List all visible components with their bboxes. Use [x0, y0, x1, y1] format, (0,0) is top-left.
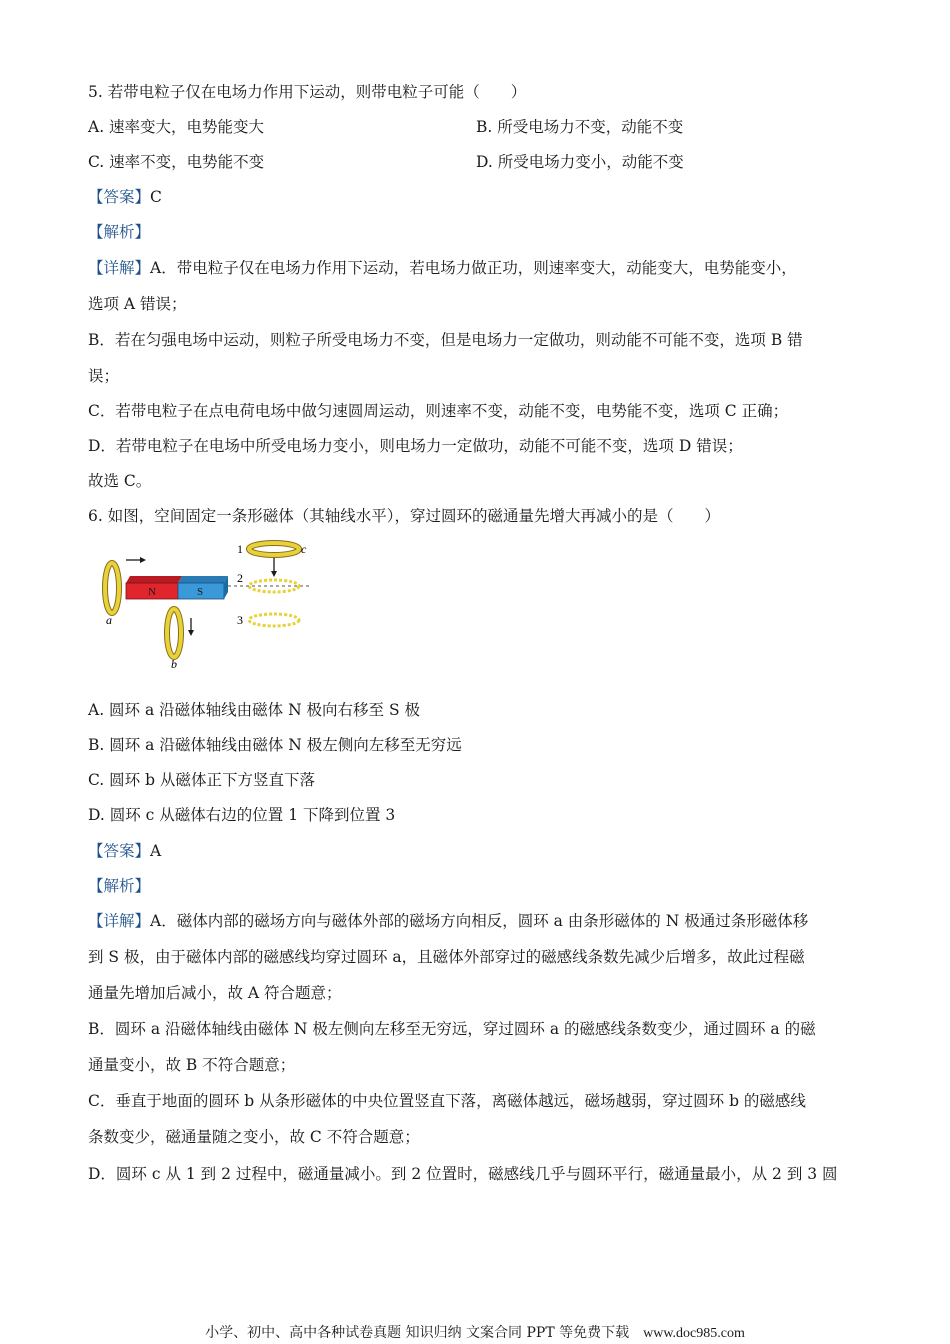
- label-a: a: [106, 613, 112, 627]
- q5-conclusion: 故选 C。: [88, 472, 152, 490]
- q5-stem: 5. 若带电粒子仅在电场力作用下运动，则带电粒子可能（ ）: [88, 83, 527, 101]
- ring-b-arrowhead: [188, 630, 194, 636]
- ring-c-arrowhead: [271, 571, 277, 577]
- q5-answer-tag: 【答案】: [88, 188, 151, 206]
- q6-detail-line: 通量变小，故 B 不符合题意；: [88, 1056, 296, 1074]
- q5-option-d: D. 所受电场力变小，动能不变: [476, 153, 684, 171]
- pos-3-label: 3: [237, 613, 243, 627]
- q5-detail-tag: 【详解】: [88, 259, 151, 277]
- footer-url[interactable]: www.doc985.com: [643, 1326, 745, 1341]
- q6-answer-value: A: [150, 842, 162, 860]
- label-c: c: [301, 542, 307, 556]
- q5-answer-value: C: [150, 188, 162, 206]
- pos-2-label: 2: [237, 571, 243, 585]
- pos-1-label: 1: [237, 542, 243, 556]
- q6-detail-line: C．垂直于地面的圆环 b 从条形磁体的中央位置竖直下落，离磁体越远，磁场越弱，穿过圆环 b 的磁感线: [88, 1092, 806, 1110]
- q5-detail-line: 误；: [88, 367, 120, 385]
- ring-c-pos3: [249, 614, 299, 626]
- ring-c-pos2: [249, 580, 299, 592]
- q6-detail-line: 条数变少，磁通量随之变小，故 C 不符合题意；: [88, 1128, 420, 1146]
- q6-detail-line: B．圆环 a 沿磁体轴线由磁体 N 极左侧向左移至无穷远，穿过圆环 a 的磁感线条数变少，通过圆环 a 的磁: [88, 1020, 816, 1038]
- q6-detail-line: 通量先增加后减小，故 A 符合题意；: [88, 984, 342, 1002]
- q5-detail-line: B．若在匀强电场中运动，则粒子所受电场力不变，但是电场力一定做功，则动能不可能不变，选项 B 错: [88, 331, 803, 349]
- q6-detail-tag: 【详解】: [88, 912, 151, 930]
- q5-detail-text: A．带电粒子仅在电场力作用下运动，若电场力做正功，则速率变大，动能变大，电势能变小，: [150, 259, 797, 277]
- page-footer: [0, 1322, 950, 1342]
- label-b: b: [171, 657, 177, 671]
- q6-detail-line: [88, 911, 808, 931]
- q6-option-b: B. 圆环 a 沿磁体轴线由磁体 N 极左侧向左移至无穷远: [88, 736, 462, 754]
- q5-detail-line: D．若带电粒子在电场中所受电场力变小，则电场力一定做功，动能不可能不变，选项 D 错误；: [88, 437, 743, 455]
- q5-option-c: C. 速率不变，电势能不变: [88, 153, 265, 171]
- magnet-s-top: [178, 576, 228, 583]
- magnet-n-top: [126, 576, 182, 583]
- q6-option-a: A. 圆环 a 沿磁体轴线由磁体 N 极向右移至 S 极: [88, 701, 421, 719]
- q6-option-c: C. 圆环 b 从磁体正下方竖直下落: [88, 771, 315, 789]
- q5-analysis-tag: 【解析】: [88, 223, 151, 241]
- q6-answer: [88, 841, 161, 861]
- q6-stem: 6. 如图，空间固定一条形磁体（其轴线水平），穿过圆环的磁通量先增大再减小的是（ ）: [88, 507, 720, 525]
- q6-analysis-tag: 【解析】: [88, 877, 151, 895]
- magnet-s-label: S: [197, 586, 204, 598]
- q6-detail-line: D．圆环 c 从 1 到 2 过程中，磁通量减小。到 2 位置时，磁感线几乎与圆环平行，磁通量最小，从 2 到 3 圆: [88, 1165, 838, 1183]
- q6-answer-tag: 【答案】: [88, 842, 151, 860]
- q5-detail-line: [88, 258, 797, 278]
- ring-a-arrowhead: [140, 557, 146, 563]
- footer-text: 小学、初中、高中各种试卷真题 知识归纳 文案合同 PPT 等免费下载: [205, 1325, 630, 1341]
- q5-detail-line: C．若带电粒子在点电荷电场中做匀速圆周运动，则速率不变，动能不变，电势能不变，选项 C 正确；: [88, 402, 789, 420]
- q6-option-d: D. 圆环 c 从磁体右边的位置 1 下降到位置 3: [88, 806, 396, 824]
- q5-option-b: B. 所受电场力不变，动能不变: [476, 118, 684, 136]
- magnet-n-label: N: [148, 586, 156, 598]
- q6-detail-text: A．磁体内部的磁场方向与磁体外部的磁场方向相反，圆环 a 由条形磁体的 N 极通过条形磁体移: [150, 912, 809, 930]
- magnet-ring-figure: [96, 538, 326, 673]
- q6-detail-line: 到 S 极，由于磁体内部的磁感线均穿过圆环 a，且磁体外部穿过的磁感线条数先减少后增多，故此过程磁: [88, 948, 805, 966]
- q5-detail-line: 选项 A 错误；: [88, 295, 187, 313]
- q5-answer: [88, 187, 162, 207]
- q5-option-a: A. 速率变大，电势能变大: [88, 118, 265, 136]
- ring-c-pos1: [249, 543, 299, 555]
